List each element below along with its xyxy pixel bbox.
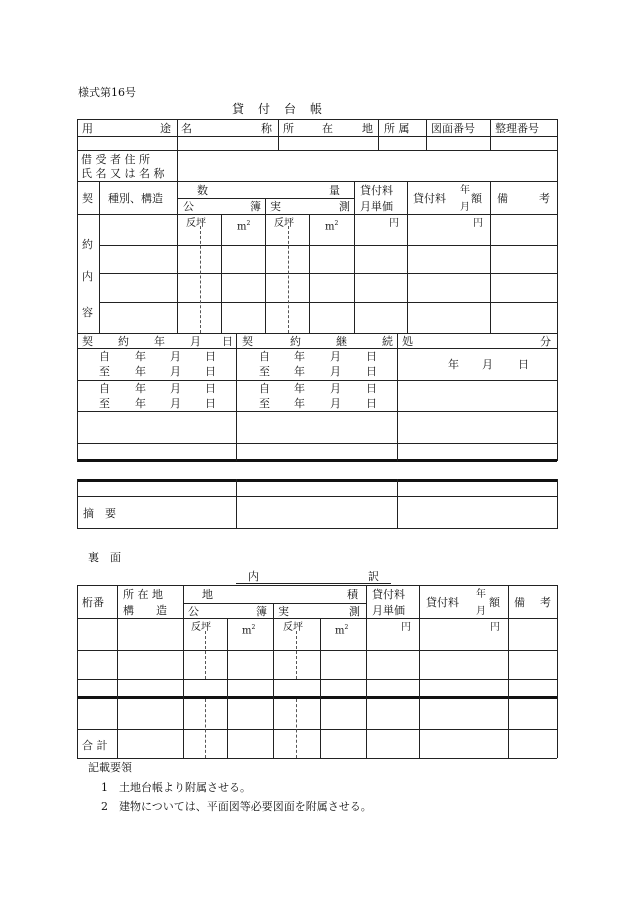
back-unit-yen-1: 円 <box>401 622 411 633</box>
breakdown-title-a: 内 <box>248 570 259 583</box>
header-use-a: 用 <box>82 122 93 135</box>
header-location-b: 在 <box>322 122 333 135</box>
disposition-header-b: 分 <box>540 335 551 348</box>
location-header: 所 在 地 <box>123 588 163 601</box>
official-header-b: 簿 <box>250 200 261 213</box>
unit-m2-2: $m^2$ <box>325 220 339 233</box>
survey-header-a: 実 <box>270 200 281 213</box>
quantity-header-a: 数 <box>197 184 208 197</box>
contract-date-header-b: 約 <box>118 335 129 348</box>
breakdown-title-b: 訳 <box>368 570 379 583</box>
back-year-label: 年 <box>476 589 486 600</box>
structure-header: 構 造 <box>123 604 167 617</box>
borrower-name-label: 氏 名 又 は 名 称 <box>81 167 165 180</box>
total-label: 合 計 <box>82 739 108 752</box>
back-survey-a: 実 <box>278 605 289 618</box>
back-official-b: 簿 <box>256 605 267 618</box>
header-affiliation: 所 属 <box>384 122 410 135</box>
page-title: 貸 付 台 帳 <box>232 102 324 116</box>
contract-label-3: 内 <box>82 270 93 283</box>
remarks-header-a: 備 <box>497 192 508 205</box>
back-rent-unit-1: 貸付料 <box>372 588 405 601</box>
back-remarks-a: 備 <box>514 596 525 609</box>
disposition-header-a: 処 <box>402 335 413 348</box>
contract-date-header-c: 年 <box>154 335 165 348</box>
header-reference-number: 整理番号 <box>495 122 539 135</box>
header-name-b: 称 <box>261 122 272 135</box>
back-month-label: 月 <box>476 606 486 617</box>
continuation-header-d: 続 <box>382 335 393 348</box>
unit-m2-1: $m^2$ <box>237 220 251 233</box>
survey-header-b: 測 <box>339 200 350 213</box>
continuation-header-b: 約 <box>290 335 301 348</box>
contract-date-header-d: 月 <box>190 335 201 348</box>
back-rent-unit-2: 月単価 <box>372 604 405 617</box>
summary-label: 摘 要 <box>83 507 116 520</box>
back-unit-m2-1: $m^2$ <box>242 624 256 637</box>
rent-amount-header: 貸付料 <box>413 192 446 205</box>
area-header-b: 積 <box>347 588 358 601</box>
unit-yen-2: 円 <box>473 218 483 229</box>
note-item: 2 建物については、平面図等必要図面を附属させる。 <box>101 800 372 813</box>
official-header-a: 公 <box>183 200 194 213</box>
header-location-a: 所 <box>283 122 294 135</box>
back-remarks-b: 考 <box>540 596 551 609</box>
notes-title: 記載要領 <box>88 761 132 774</box>
unit-tanbo-2: 反坪 <box>274 218 294 229</box>
rent-unit-header-1: 貸付料 <box>360 184 393 197</box>
back-side-label: 裏 面 <box>88 551 121 564</box>
back-unit-tanbo-1: 反坪 <box>191 622 211 633</box>
header-location-c: 地 <box>362 122 373 135</box>
header-name-a: 名 <box>181 122 192 135</box>
borrower-address-label: 借 受 者 住 所 <box>81 153 150 166</box>
year-label: 年 <box>460 185 470 196</box>
kind-structure-header: 種別、構造 <box>108 192 163 205</box>
back-unit-tanbo-2: 反坪 <box>283 622 303 633</box>
header-drawing-number: 図面番号 <box>431 122 475 135</box>
contract-label-1: 契 <box>82 192 93 205</box>
amount-label: 額 <box>471 192 482 205</box>
rent-unit-header-2: 月単価 <box>360 200 393 213</box>
remarks-header-b: 考 <box>539 192 550 205</box>
quantity-header-b: 量 <box>329 184 340 197</box>
area-header-a: 地 <box>202 588 213 601</box>
continuation-header-a: 契 <box>242 335 253 348</box>
back-unit-m2-2: $m^2$ <box>335 624 349 637</box>
header-use-b: 途 <box>160 122 171 135</box>
contract-label-4: 容 <box>82 306 93 319</box>
back-survey-b: 測 <box>349 605 360 618</box>
note-item: 1 土地台帳より附属させる。 <box>101 781 251 794</box>
contract-date-header-a: 契 <box>82 335 93 348</box>
row-number-header: 桁番 <box>82 596 104 609</box>
month-label: 月 <box>460 202 470 213</box>
back-unit-yen-2: 円 <box>490 622 500 633</box>
continuation-header-c: 継 <box>336 335 347 348</box>
unit-yen-1: 円 <box>389 218 399 229</box>
back-rent-amount: 貸付料 <box>426 596 459 609</box>
unit-tanbo-1: 反坪 <box>186 218 206 229</box>
form-number: 様式第16号 <box>78 86 136 99</box>
contract-date-header-e: 日 <box>222 335 233 348</box>
back-amount-label: 額 <box>489 596 500 609</box>
contract-label-2: 約 <box>82 238 93 251</box>
back-official-a: 公 <box>188 605 199 618</box>
